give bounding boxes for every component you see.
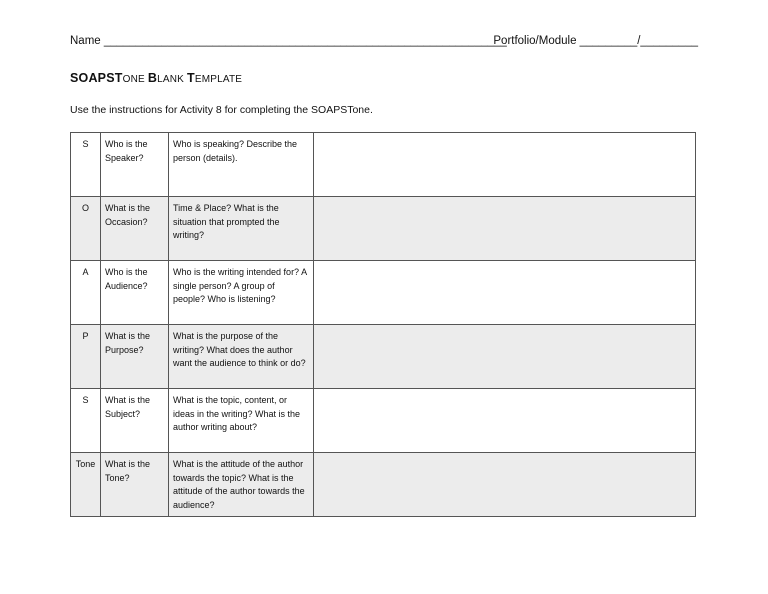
table-row bbox=[71, 389, 696, 453]
table-row bbox=[71, 261, 696, 325]
table-row bbox=[71, 133, 696, 197]
portfolio-module-field[interactable]: Portfolio/Module _________/_________ bbox=[493, 35, 698, 47]
table-row bbox=[71, 325, 696, 389]
title-part: ONE bbox=[122, 74, 148, 85]
header-line bbox=[70, 35, 698, 51]
letter-cell: Tone bbox=[71, 453, 101, 517]
question-cell: What is the Subject? bbox=[101, 389, 169, 453]
question-cell: Who is the Speaker? bbox=[101, 133, 169, 197]
letter-cell: P bbox=[71, 325, 101, 389]
title-part: T bbox=[187, 71, 195, 85]
table-row bbox=[71, 453, 696, 517]
description-cell: Time & Place? What is the situation that prompted the writing? bbox=[169, 197, 314, 261]
question-cell: Who is the Audience? bbox=[101, 261, 169, 325]
question-cell: What is the Purpose? bbox=[101, 325, 169, 389]
description-cell: What is the purpose of the writing? What does the author want the audience to think or do? bbox=[169, 325, 314, 389]
answer-cell[interactable] bbox=[314, 261, 696, 325]
title-part: EMPLATE bbox=[194, 74, 243, 85]
question-cell: What is the Tone? bbox=[101, 453, 169, 517]
description-cell: What is the attitude of the author towards the topic? What is the attitude of the author towards the audience? bbox=[169, 453, 314, 517]
description-cell: What is the topic, content, or ideas in the writing? What is the author writing about? bbox=[169, 389, 314, 453]
description-cell: Who is the writing intended for? A single person? A group of people? Who is listening? bbox=[169, 261, 314, 325]
letter-cell: O bbox=[71, 197, 101, 261]
page-title bbox=[70, 71, 242, 85]
letter-cell: A bbox=[71, 261, 101, 325]
instructions-text: Use the instructions for Activity 8 for completing the SOAPSTone. bbox=[70, 104, 373, 116]
answer-cell[interactable] bbox=[314, 197, 696, 261]
table-row bbox=[71, 197, 696, 261]
answer-cell[interactable] bbox=[314, 325, 696, 389]
answer-cell[interactable] bbox=[314, 133, 696, 197]
answer-cell[interactable] bbox=[314, 453, 696, 517]
answer-cell[interactable] bbox=[314, 389, 696, 453]
description-cell: Who is speaking? Describe the person (details). bbox=[169, 133, 314, 197]
letter-cell: S bbox=[71, 133, 101, 197]
title-part: B bbox=[147, 71, 158, 85]
title-part: SOAPST bbox=[70, 71, 123, 85]
name-field[interactable]: Name _______________________________________________________________ bbox=[70, 35, 507, 47]
question-cell: What is the Occasion? bbox=[101, 197, 169, 261]
letter-cell: S bbox=[71, 389, 101, 453]
title-part: LANK bbox=[157, 74, 187, 85]
soapstone-table bbox=[70, 132, 696, 517]
